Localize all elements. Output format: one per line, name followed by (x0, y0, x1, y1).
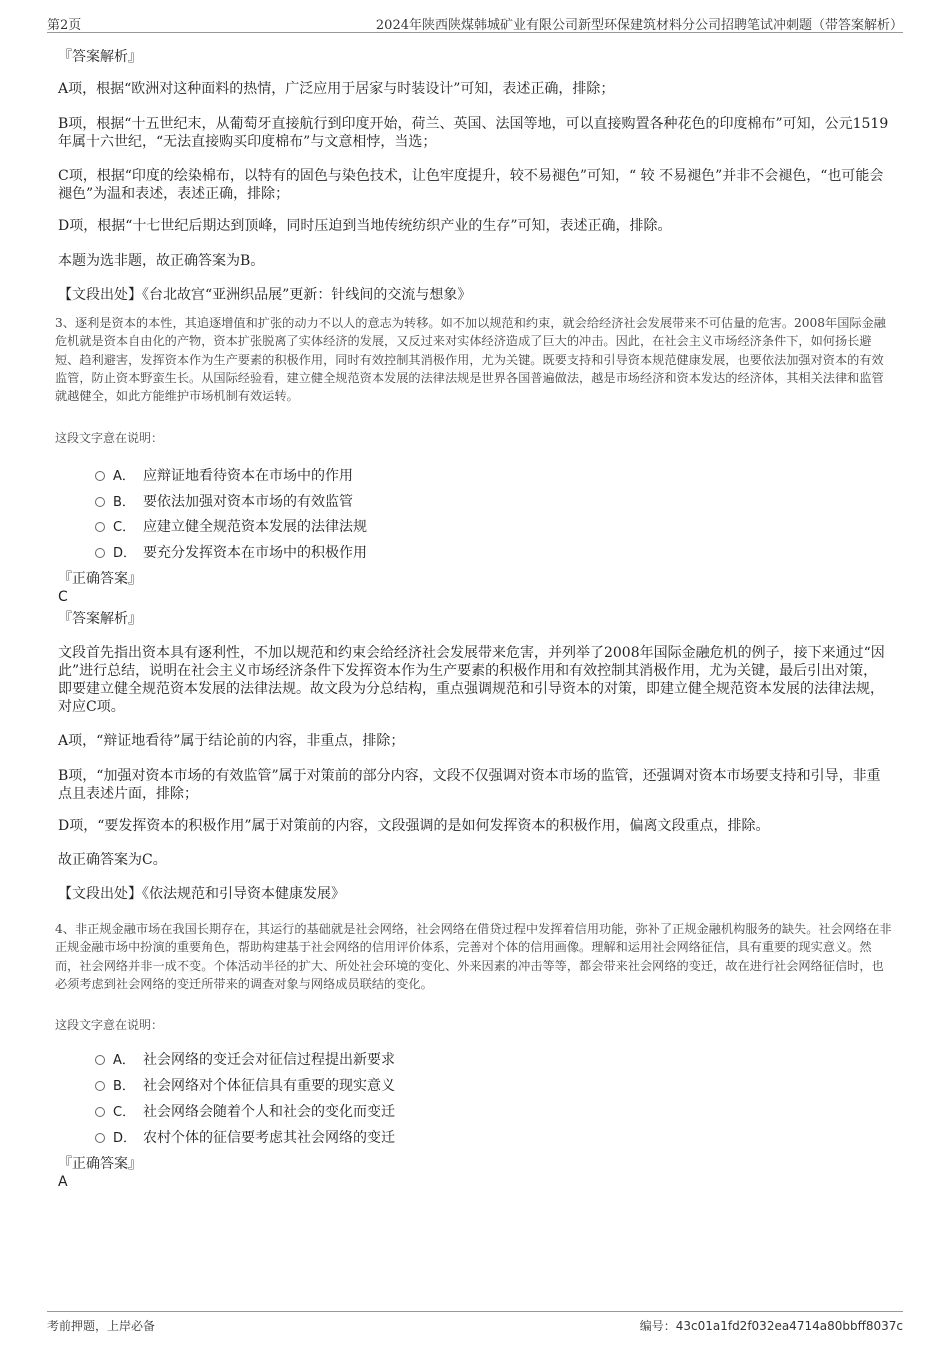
q2-analysis-d: D项，根据“十七世纪后期达到顶峰，同时压迫到当地传统纺织产业的生存”可知，表述正确，排除。 (58, 218, 672, 234)
q3-question-text: 3、逐利是资本的本性，其追逐增值和扩张的动力不以人的意志为转移。如不加以规范和约束，就会给经济社会发展带来不可估量的危害。2008年国际金融危机就是资本自由化的产物，资本扩张脱离了实体经济的发展，又反过来对实体经济造成了巨大的冲击。因此，在社会主义市场经济条件下，如何扬长避短、趋利避害，发挥资本作为生产要素的积极作用，同时有效控制其消极作用，尤为关键。既要支持和引导资本规范健康发展，也要依法加强对资本的有效监管，防止资本野蛮生长。从国际经验看，建立健全规范资本发展的法律法规是世界各国普遍做法，越是市场经济和资本发达的经济体，其相关法律和监管就越健全，如此方能维护市场机制有效运转。 (55, 316, 886, 404)
q3-conclusion: 故正确答案为C。 (58, 852, 167, 868)
q2-analysis-label: 『答案解析』 (58, 49, 142, 65)
q2-source: 【文段出处】《台北故宫“亚洲织品展”更新：针线间的交流与想象》 (58, 287, 472, 303)
q3-option-c[interactable]: C． 应建立健全规范资本发展的法律法规 (95, 516, 367, 536)
q2-analysis-a: A项，根据“欧洲对这种面料的热情，广泛应用于居家与时装设计”可知，表述正确，排除； (58, 81, 615, 97)
q4-option-d[interactable]: D． 农村个体的征信要考虑其社会网络的变迁 (95, 1127, 395, 1147)
footer-slogan: 考前押题，上岸必备 (47, 1319, 156, 1333)
page-footer (47, 1311, 903, 1334)
q3-option-a[interactable]: A． 应辩证地看待资本在市场中的作用 (95, 465, 353, 485)
q3-analysis-d: D项，“要发挥资本的积极作用”属于对策前的内容，文段强调的是如何发挥资本的积极作用，偏离文段重点，排除。 (58, 818, 770, 834)
q3-correct-label: 『正确答案』 (58, 571, 142, 587)
q3-option-d[interactable]: D． 要充分发挥资本在市场中的积极作用 (95, 542, 367, 562)
q2-analysis-c: C项，根据“印度的绘染棉布，以特有的固色与染色技术，让色牢度提升，较不易褪色”可知，“ 较 不易褪色”并非不会褪色，“也可能会褪色”为温和表述，表述正确，排除； (58, 168, 884, 202)
q3-analysis-text: 文段首先指出资本具有逐利性，不加以规范和约束会给经济社会发展带来危害，并列举了2008年国际金融危机的例子，接下来通过“因此”进行总结，说明在社会主义市场经济条件下发挥资本作为生产要素的积极作用和有效控制其消极作用，尤为关键，最后引出对策，即要建立健全规范资本发展的法律法规。故文段为分总结构，重点强调规范和引导资本的对策，即建立健全规范资本发展的法律法规，对应C项。 (58, 645, 885, 715)
q3-analysis-a: A项，“辩证地看待”属于结论前的内容，非重点，排除； (58, 733, 405, 749)
radio-icon[interactable] (95, 1107, 105, 1117)
q2-analysis-b: B项，根据“十五世纪末，从葡萄牙直接航行到印度开始，荷兰、英国、法国等地，可以直接购置各种花色的印度棉布”可知，公元1519年属十六世纪，“无法直接购买印度棉布”与文意相悖，当选； (58, 116, 889, 150)
q3-option-b[interactable]: B． 要依法加强对资本市场的有效监管 (95, 491, 353, 511)
q4-prompt: 这段文字意在说明： (55, 1018, 164, 1032)
q4-correct-label: 『正确答案』 (58, 1156, 142, 1172)
page-number: 第2页 (47, 18, 82, 33)
radio-icon[interactable] (95, 522, 105, 532)
q2-conclusion: 本题为选非题，故正确答案为B。 (58, 253, 265, 269)
page-header (47, 12, 903, 33)
radio-icon[interactable] (95, 1055, 105, 1065)
q3-prompt: 这段文字意在说明： (55, 431, 164, 445)
q4-option-c[interactable]: C． 社会网络会随着个人和社会的变化而变迁 (95, 1101, 395, 1121)
q4-option-b[interactable]: B． 社会网络对个体征信具有重要的现实意义 (95, 1075, 395, 1095)
q3-analysis-b: B项，“加强对资本市场的有效监管”属于对策前的部分内容，文段不仅强调对资本市场的监管，还强调对资本市场要支持和引导，非重点且表述片面，排除； (58, 768, 881, 802)
footer-code: 编号：43c01a1fd2f032ea4714a80bbff8037c (639, 1319, 903, 1333)
radio-icon[interactable] (95, 548, 105, 558)
q3-source: 【文段出处】《依法规范和引导资本健康发展》 (58, 886, 345, 902)
radio-icon[interactable] (95, 1133, 105, 1143)
q4-correct-answer: A (58, 1174, 68, 1190)
radio-icon[interactable] (95, 1081, 105, 1091)
q3-analysis-label: 『答案解析』 (58, 611, 142, 627)
radio-icon[interactable] (95, 497, 105, 507)
q3-correct-answer: C (58, 589, 68, 605)
radio-icon[interactable] (95, 471, 105, 481)
document-title: 2024年陕西陕煤韩城矿业有限公司新型环保建筑材料分公司招聘笔试冲刺题（带答案解析） (375, 18, 903, 33)
q4-question-text: 4、非正规金融市场在我国长期存在，其运行的基础就是社会网络，社会网络在借贷过程中发挥着信用功能，弥补了正规金融机构服务的缺失。社会网络在非正规金融市场中扮演的重要角色，帮助构建基于社会网络的信用评价体系，完善对个体的信用画像。理解和运用社会网络征信，具有重要的现实意义。然而，社会网络并非一成不变。个体活动半径的扩大、所处社会环境的变化、外来因素的冲击等等，都会带来社会网络的变迁，故在进行社会网络征信时，也必须考虑到社会网络的变迁所带来的调查对象与网络成员联结的变化。 (55, 922, 892, 991)
q4-option-a[interactable]: A． 社会网络的变迁会对征信过程提出新要求 (95, 1049, 395, 1069)
